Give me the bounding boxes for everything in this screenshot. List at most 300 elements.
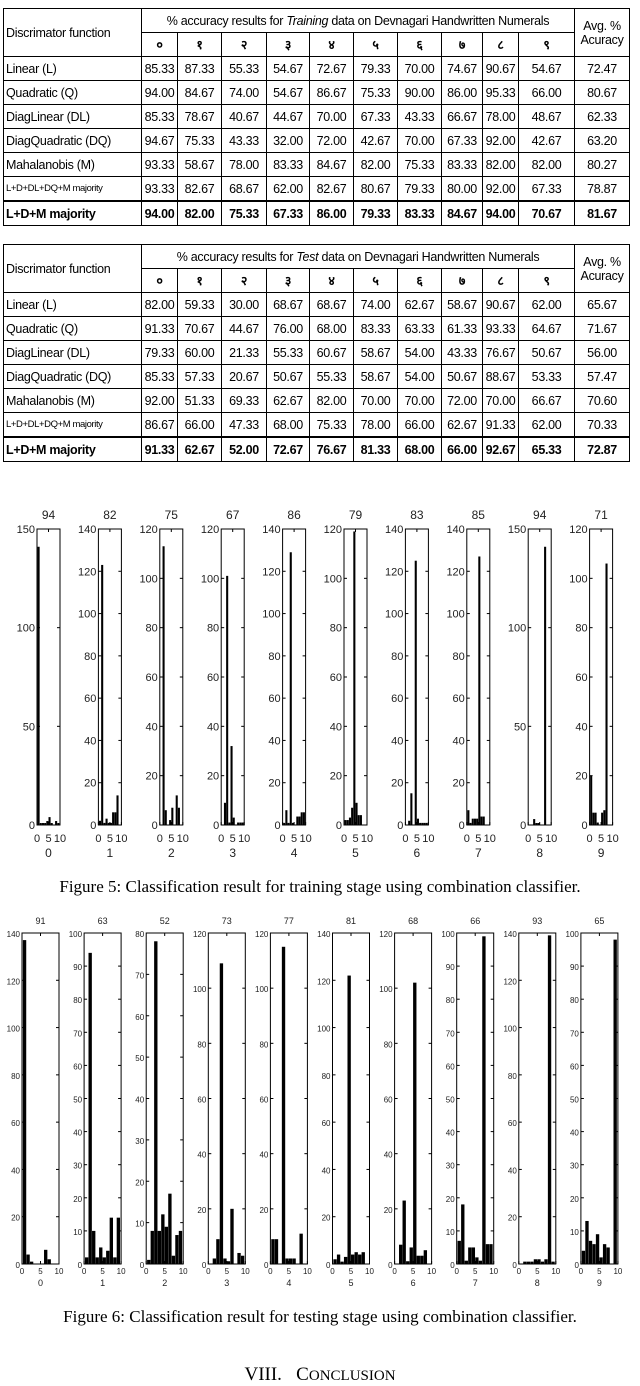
- x-tick-label: 5: [597, 1267, 602, 1276]
- accuracy-cell: 83.33: [354, 317, 398, 341]
- accuracy-cell: 74.67: [442, 57, 483, 81]
- accuracy-cell: 70.00: [398, 57, 442, 81]
- y-tick-label: 0: [15, 1261, 20, 1270]
- y-tick-label: 20: [575, 770, 588, 783]
- accuracy-cell: 43.33: [222, 129, 267, 153]
- histogram-bar: [483, 817, 485, 825]
- x-tick-label: 0: [19, 1267, 25, 1276]
- x-tick-label: 5: [38, 1267, 43, 1276]
- accuracy-cell: 55.33: [222, 57, 267, 81]
- y-tick-label: 100: [139, 573, 158, 586]
- histogram-bar: [271, 1239, 274, 1264]
- y-tick-label: 60: [268, 693, 281, 706]
- accuracy-cell: 62.67: [267, 389, 310, 413]
- y-tick-label: 100: [6, 1024, 20, 1034]
- histogram-bar: [299, 1234, 302, 1264]
- y-tick-label: 80: [507, 1071, 517, 1081]
- accuracy-cell: 95.33: [483, 81, 519, 105]
- plot-frame: [221, 529, 244, 825]
- plot-frame: [344, 529, 367, 825]
- accuracy-cell: 70.00: [483, 389, 519, 413]
- histogram-bar: [537, 1259, 540, 1264]
- y-tick-label: 80: [321, 1071, 331, 1081]
- panel-title: 67: [226, 508, 240, 522]
- accuracy-cell: 50.67: [442, 365, 483, 389]
- y-tick-label: 120: [139, 524, 158, 536]
- x-tick-label: 0: [218, 833, 225, 845]
- y-tick-label: 70: [73, 1029, 83, 1039]
- histogram-bar: [213, 1258, 216, 1264]
- histogram-bar: [461, 1204, 464, 1264]
- histogram-bar: [290, 552, 292, 825]
- accuracy-cell: 60.00: [178, 341, 222, 365]
- y-tick-label: 100: [317, 1024, 331, 1034]
- panel-digit-label: 9: [596, 1278, 602, 1288]
- x-tick-label: 0: [454, 1267, 459, 1276]
- x-tick-label: 5: [348, 1267, 354, 1276]
- accuracy-cell: 79.33: [398, 177, 442, 202]
- histogram-bar: [482, 936, 485, 1264]
- histogram-bar: [603, 1244, 606, 1264]
- accuracy-cell: 80.00: [442, 177, 483, 202]
- y-tick-label: 50: [445, 1095, 455, 1105]
- panel-digit-label: 9: [597, 846, 605, 860]
- accuracy-cell: 54.67: [267, 57, 310, 81]
- y-tick-label: 60: [575, 672, 588, 684]
- accuracy-cell: 72.00: [442, 389, 483, 413]
- histogram-bar: [408, 821, 410, 825]
- y-tick-label: 40: [383, 1150, 393, 1160]
- histogram-bar: [110, 1218, 113, 1264]
- title-suffix: data on Devnagari Handwritten Numerals: [318, 249, 540, 264]
- y-tick-label: 0: [520, 820, 527, 832]
- accuracy-cell: 30.00: [222, 293, 267, 317]
- y-tick-label: 0: [28, 820, 35, 832]
- column-header-avg: [575, 245, 630, 293]
- histogram-bar: [544, 547, 546, 825]
- histogram-bar: [92, 1231, 95, 1264]
- x-tick-label: 10: [116, 1267, 126, 1276]
- accuracy-cell: 62.67: [398, 293, 442, 317]
- y-tick-label: 90: [569, 963, 579, 973]
- heading-rest: ONCLUSION: [308, 1368, 396, 1384]
- y-tick-label: 20: [507, 1213, 517, 1223]
- accuracy-cell: 81.33: [354, 437, 398, 462]
- histogram-bar: [175, 1235, 178, 1264]
- y-tick-label: 100: [569, 573, 588, 586]
- table-row: [4, 365, 630, 389]
- x-tick-label: 5: [535, 1267, 540, 1276]
- table-row: [4, 389, 630, 413]
- histogram-bar: [113, 1257, 116, 1264]
- histogram-bar: [151, 1231, 154, 1264]
- accuracy-cell: 67.33: [354, 105, 398, 129]
- digit-header: ५: [354, 269, 398, 293]
- accuracy-cell: 92.67: [483, 437, 519, 462]
- histogram-bar: [165, 810, 167, 825]
- y-tick-label: 60: [73, 1062, 83, 1072]
- accuracy-cell: 32.00: [267, 129, 310, 153]
- header-row: [4, 9, 630, 33]
- accuracy-cell: 64.67: [519, 317, 575, 341]
- panel-digit-label: 3: [224, 1278, 230, 1288]
- accuracy-cell: 50.67: [519, 341, 575, 365]
- panel-title: 65: [594, 916, 605, 926]
- histogram-bar: [165, 1227, 168, 1264]
- x-tick-label: 10: [54, 1267, 64, 1276]
- y-tick-label: 20: [73, 1194, 83, 1204]
- histogram-bar: [112, 812, 114, 825]
- row-label: DiagLinear (DL): [4, 105, 142, 129]
- histogram-bar: [474, 819, 476, 825]
- histogram-bar: [358, 1255, 361, 1264]
- y-tick-label: 50: [513, 721, 527, 734]
- accuracy-cell: 58.67: [178, 153, 222, 177]
- y-tick-label: 0: [458, 820, 465, 832]
- y-tick-label: 60: [259, 1095, 269, 1105]
- histogram-bar: [595, 813, 597, 825]
- histogram-panel-8: [503, 916, 560, 1288]
- x-tick-label: 10: [299, 833, 312, 845]
- y-tick-label: 100: [379, 985, 393, 995]
- histogram-bar: [347, 976, 350, 1264]
- accuracy-cell: 57.33: [178, 365, 222, 389]
- histogram-bar: [582, 1251, 585, 1264]
- plot-frame: [283, 529, 306, 825]
- x-tick-label: 10: [483, 833, 496, 845]
- histogram-bar: [99, 821, 101, 825]
- y-tick-label: 80: [452, 650, 465, 663]
- y-tick-label: 60: [135, 1012, 145, 1022]
- y-tick-label: 70: [135, 971, 145, 981]
- accuracy-cell: 68.00: [267, 413, 310, 438]
- x-tick-label: 10: [302, 1267, 312, 1276]
- table-row: [4, 413, 630, 438]
- y-tick-label: 80: [391, 650, 404, 663]
- accuracy-cell: 90.00: [398, 81, 442, 105]
- histogram-bar: [360, 815, 362, 825]
- panel-digit-label: 4: [286, 1278, 292, 1288]
- table-row: [4, 201, 630, 226]
- y-tick-label: 100: [507, 622, 527, 635]
- accuracy-cell: 93.33: [142, 177, 178, 202]
- y-tick-label: 10: [445, 1227, 455, 1237]
- accuracy-cell: 87.33: [178, 57, 222, 81]
- y-tick-label: 50: [22, 721, 35, 734]
- histogram-panel-1: [69, 916, 126, 1288]
- histogram-bar: [345, 820, 347, 825]
- y-tick-label: 100: [192, 985, 207, 995]
- accuracy-cell: 78.00: [354, 413, 398, 438]
- row-label: Mahalanobis (M): [4, 389, 142, 413]
- accuracy-cell: 51.33: [178, 389, 222, 413]
- accuracy-cell: 82.00: [354, 153, 398, 177]
- y-tick-label: 40: [445, 1128, 455, 1138]
- accuracy-cell: 86.00: [442, 81, 483, 105]
- accuracy-cell: 79.33: [354, 57, 398, 81]
- digit-header: १: [178, 33, 222, 57]
- histogram-bar: [592, 813, 594, 825]
- histogram-bar: [472, 1247, 475, 1264]
- x-tick-label: 0: [279, 833, 286, 845]
- y-tick-label: 10: [569, 1227, 579, 1237]
- header-row: [4, 245, 630, 269]
- panel-digit-label: 8: [534, 1278, 540, 1288]
- accuracy-cell: 92.00: [142, 389, 178, 413]
- accuracy-cell: 61.33: [442, 317, 483, 341]
- accuracy-cell: 83.33: [398, 201, 442, 226]
- y-tick-label: 60: [329, 672, 342, 684]
- y-tick-label: 60: [197, 1095, 207, 1105]
- histogram-panel-1: [78, 508, 127, 860]
- x-tick-label: 10: [613, 1267, 623, 1276]
- y-tick-label: 40: [135, 1095, 145, 1105]
- accuracy-cell: 72.67: [267, 437, 310, 462]
- accuracy-cell: 91.33: [483, 413, 519, 438]
- y-tick-label: 90: [445, 963, 455, 973]
- y-tick-label: 100: [323, 573, 342, 586]
- accuracy-cell: 92.00: [483, 177, 519, 202]
- accuracy-cell: 60.67: [310, 341, 354, 365]
- histogram-bar: [298, 817, 300, 825]
- accuracy-cell: 82.00: [142, 293, 178, 317]
- histogram-bar: [355, 1252, 358, 1264]
- panel-title: 77: [283, 916, 294, 926]
- histogram-bar: [168, 1194, 171, 1264]
- histogram-bar: [116, 795, 118, 825]
- digit-header: ३: [267, 269, 310, 293]
- y-tick-label: 100: [262, 608, 281, 621]
- histogram-bar: [585, 1221, 588, 1264]
- accuracy-cell: 86.67: [142, 413, 178, 438]
- accuracy-cell: 54.00: [398, 341, 442, 365]
- y-tick-label: 0: [151, 820, 158, 832]
- table-row: [4, 105, 630, 129]
- y-tick-label: 0: [77, 1261, 83, 1270]
- accuracy-cell: 62.00: [519, 293, 575, 317]
- average-cell: 62.33: [575, 105, 630, 129]
- y-tick-label: 40: [452, 735, 465, 748]
- accuracy-cell: 67.33: [519, 177, 575, 202]
- panel-title: 93: [532, 916, 543, 926]
- histogram-bar: [114, 812, 116, 825]
- average-cell: 70.33: [575, 413, 630, 438]
- histogram-bar: [223, 1258, 226, 1264]
- accuracy-cell: 42.67: [354, 129, 398, 153]
- x-tick-label: 10: [545, 833, 558, 845]
- histogram-bar: [163, 546, 165, 825]
- accuracy-cell: 86.67: [310, 81, 354, 105]
- y-tick-label: 100: [565, 930, 579, 939]
- histogram-bar: [590, 776, 592, 825]
- histogram-bar: [603, 810, 605, 825]
- panel-title: 68: [408, 916, 419, 926]
- x-tick-label: 5: [168, 833, 175, 845]
- panel-digit-label: 8: [536, 846, 544, 860]
- y-tick-label: 20: [391, 777, 404, 790]
- average-cell: 81.67: [575, 201, 630, 226]
- histogram-bar: [353, 531, 355, 825]
- digit-header: ५: [354, 33, 398, 57]
- histogram-bar: [117, 1218, 120, 1264]
- y-tick-label: 120: [379, 930, 393, 939]
- histogram-bar: [224, 803, 226, 825]
- histogram-bar: [85, 1257, 88, 1264]
- panel-title: 73: [221, 916, 232, 926]
- x-tick-label: 10: [53, 833, 67, 845]
- y-tick-label: 70: [445, 1029, 455, 1039]
- histogram-bar: [172, 1256, 175, 1264]
- accuracy-cell: 55.33: [267, 341, 310, 365]
- x-tick-label: 5: [45, 833, 52, 845]
- average-cell: 63.20: [575, 129, 630, 153]
- accuracy-cell: 94.00: [142, 81, 178, 105]
- y-tick-label: 80: [329, 622, 342, 635]
- y-tick-label: 120: [192, 930, 207, 939]
- x-tick-label: 5: [472, 1267, 478, 1276]
- histogram-bar: [285, 810, 287, 825]
- y-tick-label: 40: [259, 1150, 269, 1160]
- histogram-bar: [467, 810, 469, 825]
- average-cell: 80.27: [575, 153, 630, 177]
- x-tick-label: 5: [475, 833, 482, 845]
- accuracy-cell: 94.00: [483, 201, 519, 226]
- plot-frame: [590, 529, 613, 825]
- accuracy-cell: 74.00: [354, 293, 398, 317]
- table-row: [4, 57, 630, 81]
- y-tick-label: 0: [139, 1261, 145, 1270]
- y-tick-label: 120: [503, 977, 517, 987]
- y-tick-label: 40: [206, 721, 220, 734]
- histogram-bar: [589, 1241, 592, 1264]
- row-label: Mahalanobis (M): [4, 153, 142, 177]
- accuracy-cell: 43.33: [398, 105, 442, 129]
- accuracy-cell: 48.67: [519, 105, 575, 129]
- y-tick-label: 0: [574, 1261, 579, 1270]
- y-tick-label: 80: [383, 1040, 393, 1050]
- y-tick-label: 120: [262, 566, 281, 579]
- row-label: Quadratic (Q): [4, 81, 142, 105]
- y-tick-label: 120: [569, 524, 588, 536]
- accuracy-cell: 54.00: [398, 365, 442, 389]
- accuracy-cell: 75.33: [310, 413, 354, 438]
- y-tick-label: 60: [84, 693, 97, 706]
- y-tick-label: 80: [206, 622, 220, 635]
- histogram-bar: [544, 1259, 547, 1264]
- digit-header: ९: [519, 269, 575, 293]
- x-tick-label: 0: [392, 1267, 397, 1276]
- accuracy-cell: 84.67: [442, 201, 483, 226]
- column-header-discriminator: Discrimator function: [4, 245, 142, 293]
- x-tick-label: 0: [578, 1267, 584, 1276]
- plot-frame: [405, 529, 428, 825]
- avg-header-line2: Acuracy: [580, 32, 624, 47]
- accuracy-cell: 76.00: [267, 317, 310, 341]
- histogram-bar: [417, 1256, 420, 1264]
- x-tick-label: 10: [240, 1267, 250, 1276]
- accuracy-cell: 66.67: [442, 105, 483, 129]
- x-tick-label: 0: [516, 1267, 522, 1276]
- row-label: DiagLinear (DL): [4, 341, 142, 365]
- section-number: VIII.: [244, 1364, 282, 1385]
- y-tick-label: 40: [197, 1150, 207, 1160]
- accuracy-cell: 68.67: [267, 293, 310, 317]
- y-tick-label: 80: [11, 1071, 20, 1081]
- x-tick-label: 5: [162, 1267, 167, 1276]
- histogram-panel-6: [385, 508, 434, 860]
- x-tick-label: 5: [286, 1267, 292, 1276]
- y-tick-label: 20: [197, 1205, 207, 1215]
- y-tick-label: 0: [512, 1261, 517, 1270]
- accuracy-cell: 66.00: [442, 437, 483, 462]
- accuracy-cell: 68.67: [222, 177, 267, 202]
- histogram-bar: [337, 1255, 340, 1264]
- accuracy-cell: 75.33: [398, 153, 442, 177]
- x-tick-label: 10: [606, 833, 619, 845]
- accuracy-cell: 76.67: [483, 341, 519, 365]
- accuracy-cell: 54.67: [519, 57, 575, 81]
- accuracy-cell: 90.67: [483, 293, 519, 317]
- y-tick-label: 20: [259, 1205, 269, 1215]
- average-cell: 57.47: [575, 365, 630, 389]
- y-tick-label: 80: [575, 622, 588, 635]
- histogram-panel-0: [17, 508, 66, 860]
- y-tick-label: 100: [255, 985, 269, 995]
- histogram-bar: [413, 983, 416, 1264]
- x-tick-label: 0: [206, 1267, 211, 1276]
- row-label: DiagQuadratic (DQ): [4, 129, 142, 153]
- plot-frame: [146, 933, 183, 1264]
- histogram-bar: [349, 818, 351, 825]
- y-tick-label: 30: [569, 1161, 579, 1171]
- histogram-bar: [38, 547, 40, 825]
- accuracy-cell: 92.00: [483, 129, 519, 153]
- histogram-bar: [179, 1231, 182, 1264]
- y-tick-label: 150: [16, 524, 35, 536]
- y-tick-label: 40: [145, 721, 158, 734]
- accuracy-cell: 62.67: [442, 413, 483, 438]
- x-tick-label: 5: [229, 833, 236, 845]
- histogram-panel-4: [262, 508, 311, 860]
- histogram-bar: [344, 1257, 347, 1264]
- y-tick-label: 60: [383, 1095, 393, 1105]
- panel-title: 94: [533, 508, 547, 522]
- table-row: [4, 437, 630, 462]
- title-emphasis: Test: [296, 249, 319, 264]
- test-accuracy-table: [3, 244, 630, 462]
- histogram-bar: [216, 1239, 219, 1264]
- row-label: L+D+DL+DQ+M majority: [4, 413, 142, 438]
- y-tick-label: 20: [84, 777, 97, 790]
- x-tick-label: 10: [360, 833, 374, 845]
- histogram-bar: [613, 940, 616, 1264]
- histogram-bar: [106, 819, 108, 825]
- histogram-bar: [96, 1257, 99, 1264]
- accuracy-cell: 93.33: [483, 317, 519, 341]
- histogram-bar: [220, 963, 223, 1264]
- digit-header: ०: [142, 33, 178, 57]
- accuracy-cell: 70.00: [398, 389, 442, 413]
- y-tick-label: 50: [73, 1095, 83, 1105]
- table-row: [4, 153, 630, 177]
- x-tick-label: 10: [178, 1267, 188, 1276]
- histogram-bar: [403, 1201, 406, 1264]
- y-tick-label: 20: [11, 1213, 20, 1223]
- x-tick-label: 5: [106, 833, 113, 845]
- histogram-panel-9: [566, 916, 623, 1288]
- accuracy-cell: 70.00: [354, 389, 398, 413]
- y-tick-label: 60: [507, 1119, 517, 1129]
